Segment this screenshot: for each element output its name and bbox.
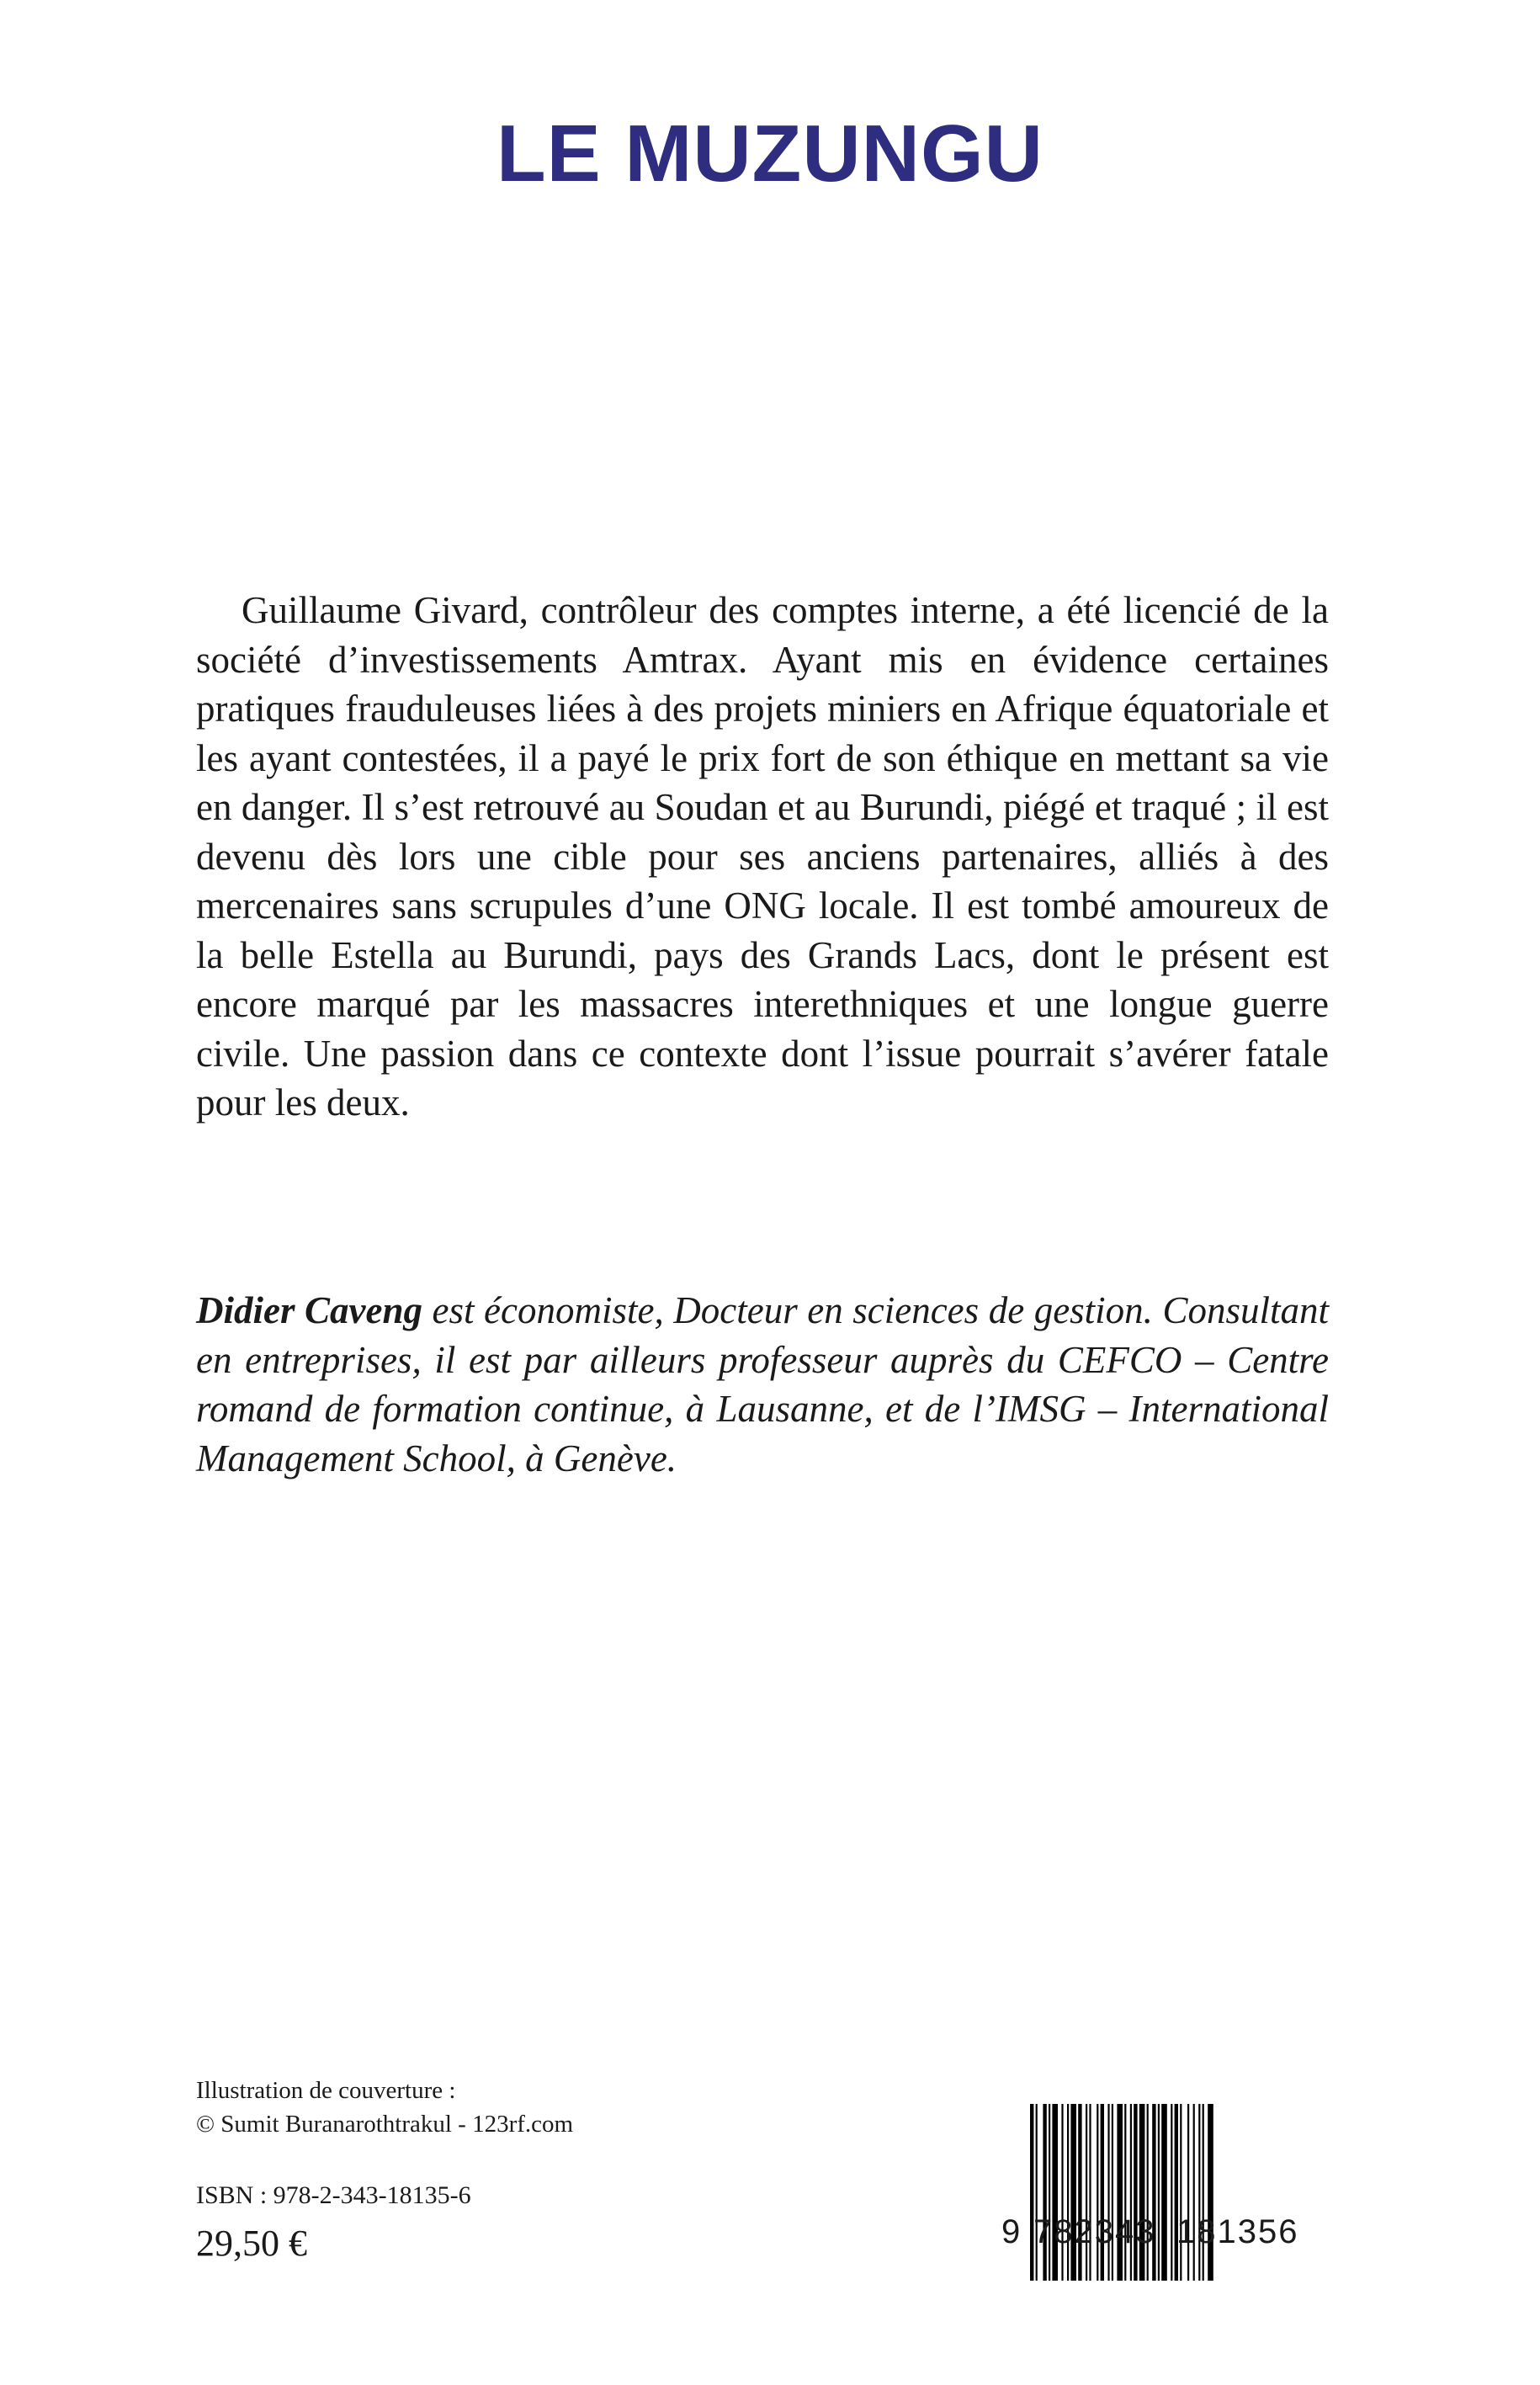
price: 29,50 € (196, 2223, 307, 2264)
barcode-left-group: 782343 (1033, 2213, 1156, 2250)
author-name: Didier Caveng (196, 1289, 423, 1331)
barcode-right-group: 181356 (1176, 2213, 1299, 2250)
barcode-digits (1001, 2213, 1338, 2251)
illustration-credit-source: © Sumit Buranarothtrakul - 123rf.com (196, 2111, 574, 2138)
book-summary: Guillaume Givard, contrôleur des comptes interne, a été licencié de la société d’investissements Amtrax. Ayant mis en évidence certaines pratiques frauduleuses liées à des projets miniers en Afrique équatoriale et les ayant contestées, il a payé le prix fort de son éthique en mettant sa vie en danger. Il s’est retrouvé au Soudan et au Burundi, piégé et traqué ; il est devenu dès lors une cible pour ses anciens partenaires, alliés à des mercenaires sans scrupules d’une ONG locale. Il est tombé amoureux de la belle Estella au Burundi, pays des Grands Lacs, dont le présent est encore marqué par les massacres interethniques et une longue guerre civile. Une passion dans ce contexte dont l’issue pourrait s’avérer fatale pour les deux. (196, 589, 1329, 1123)
barcode-lead-digit: 9 (1001, 2213, 1022, 2250)
author-bio (196, 1286, 1329, 1483)
barcode-icon (1027, 2104, 1330, 2281)
author-bio-text: est économiste, Docteur en sciences de gestion. Consultant en entreprises, il est par ailleurs professeur auprès du CEFCO – Centre romand de formation continue, à Lausanne, et de l’IMSG – International Management School, à Genève. (196, 1289, 1329, 1479)
book-title: LE MUZUNGU (497, 109, 1043, 199)
isbn: ISBN : 978-2-343-18135-6 (196, 2181, 471, 2209)
illustration-credit-label: Illustration de couverture : (196, 2077, 456, 2104)
